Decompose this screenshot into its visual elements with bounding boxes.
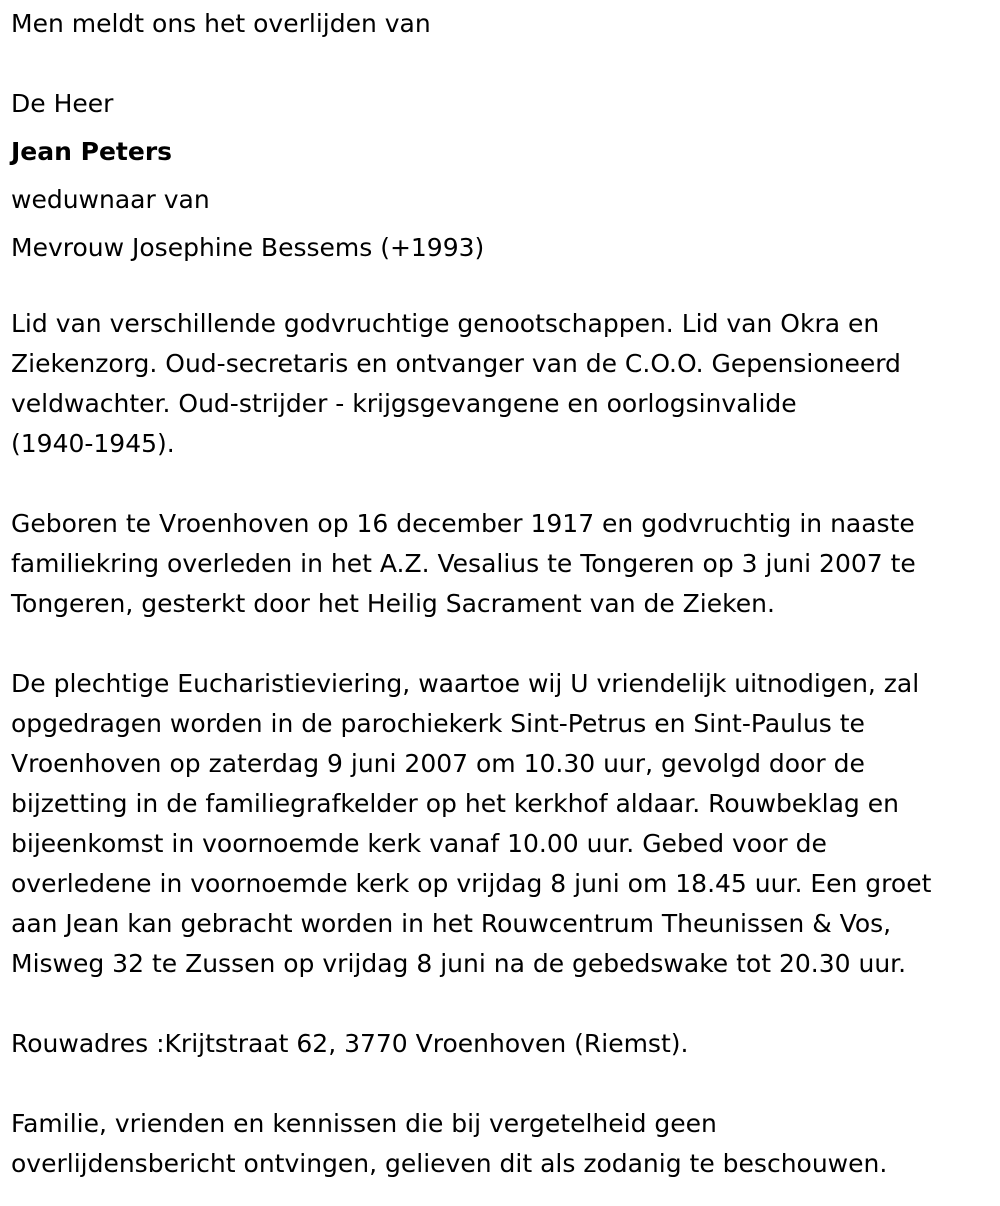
intro-line: Men meldt ons het overlijden van xyxy=(11,9,431,38)
paragraph-mourning-address xyxy=(11,1024,993,1064)
spouse-line: Mevrouw Josephine Bessems (+1993) xyxy=(11,233,485,262)
text-line: familiekring overleden in het A.Z. Vesalius te Tongeren op 3 juni 2007 te xyxy=(11,549,916,578)
text-line: Lid van verschillende godvruchtige genootschappen. Lid van Okra en xyxy=(11,309,880,338)
relation-line: weduwnaar van xyxy=(11,185,210,214)
text-line: Geboren te Vroenhoven op 16 december 1917 en godvruchtig in naaste xyxy=(11,509,915,538)
text-line: aan Jean kan gebracht worden in het Rouwcentrum Theunissen & Vos, xyxy=(11,909,892,938)
spacer xyxy=(11,624,993,664)
text-line: Vroenhoven op zaterdag 9 juni 2007 om 10.30 uur, gevolgd door de xyxy=(11,749,865,778)
text-line: veldwachter. Oud-strijder - krijgsgevangene en oorlogsinvalide xyxy=(11,389,797,418)
spacer xyxy=(11,48,993,80)
spacer xyxy=(11,1064,993,1104)
text-line: opgedragen worden in de parochiekerk Sint-Petrus en Sint-Paulus te xyxy=(11,709,865,738)
paragraph-funeral xyxy=(11,664,993,984)
text-line: Tongeren, gesterkt door het Heilig Sacrament van de Zieken. xyxy=(11,589,775,618)
text-line: (1940-1945). xyxy=(11,429,175,458)
salutation: De Heer xyxy=(11,89,114,118)
spacer xyxy=(11,464,993,504)
deceased-name: Jean Peters xyxy=(11,137,173,166)
text-line: bijzetting in de familiegrafkelder op het kerkhof aldaar. Rouwbeklag en xyxy=(11,789,899,818)
spacer xyxy=(11,984,993,1024)
obituary-notice xyxy=(11,0,993,1184)
text-line: overlijdensbericht ontvingen, gelieven dit als zodanig te beschouwen. xyxy=(11,1149,888,1178)
text-line: De plechtige Eucharistieviering, waartoe wij U vriendelijk uitnodigen, zal xyxy=(11,669,920,698)
paragraph-closing-note xyxy=(11,1104,993,1184)
paragraph-memberships xyxy=(11,304,993,464)
text-line: Ziekenzorg. Oud-secretaris en ontvanger van de C.O.O. Gepensioneerd xyxy=(11,349,901,378)
text-line: bijeenkomst in voornoemde kerk vanaf 10.00 uur. Gebed voor de xyxy=(11,829,827,858)
spacer xyxy=(11,272,993,304)
text-line: Rouwadres :Krijtstraat 62, 3770 Vroenhoven (Riemst). xyxy=(11,1029,689,1058)
text-line: Misweg 32 te Zussen op vrijdag 8 juni na de gebedswake tot 20.30 uur. xyxy=(11,949,907,978)
text-line: overledene in voornoemde kerk op vrijdag 8 juni om 18.45 uur. Een groet xyxy=(11,869,932,898)
paragraph-birth-death xyxy=(11,504,993,624)
text-line: Familie, vrienden en kennissen die bij vergetelheid geen xyxy=(11,1109,717,1138)
